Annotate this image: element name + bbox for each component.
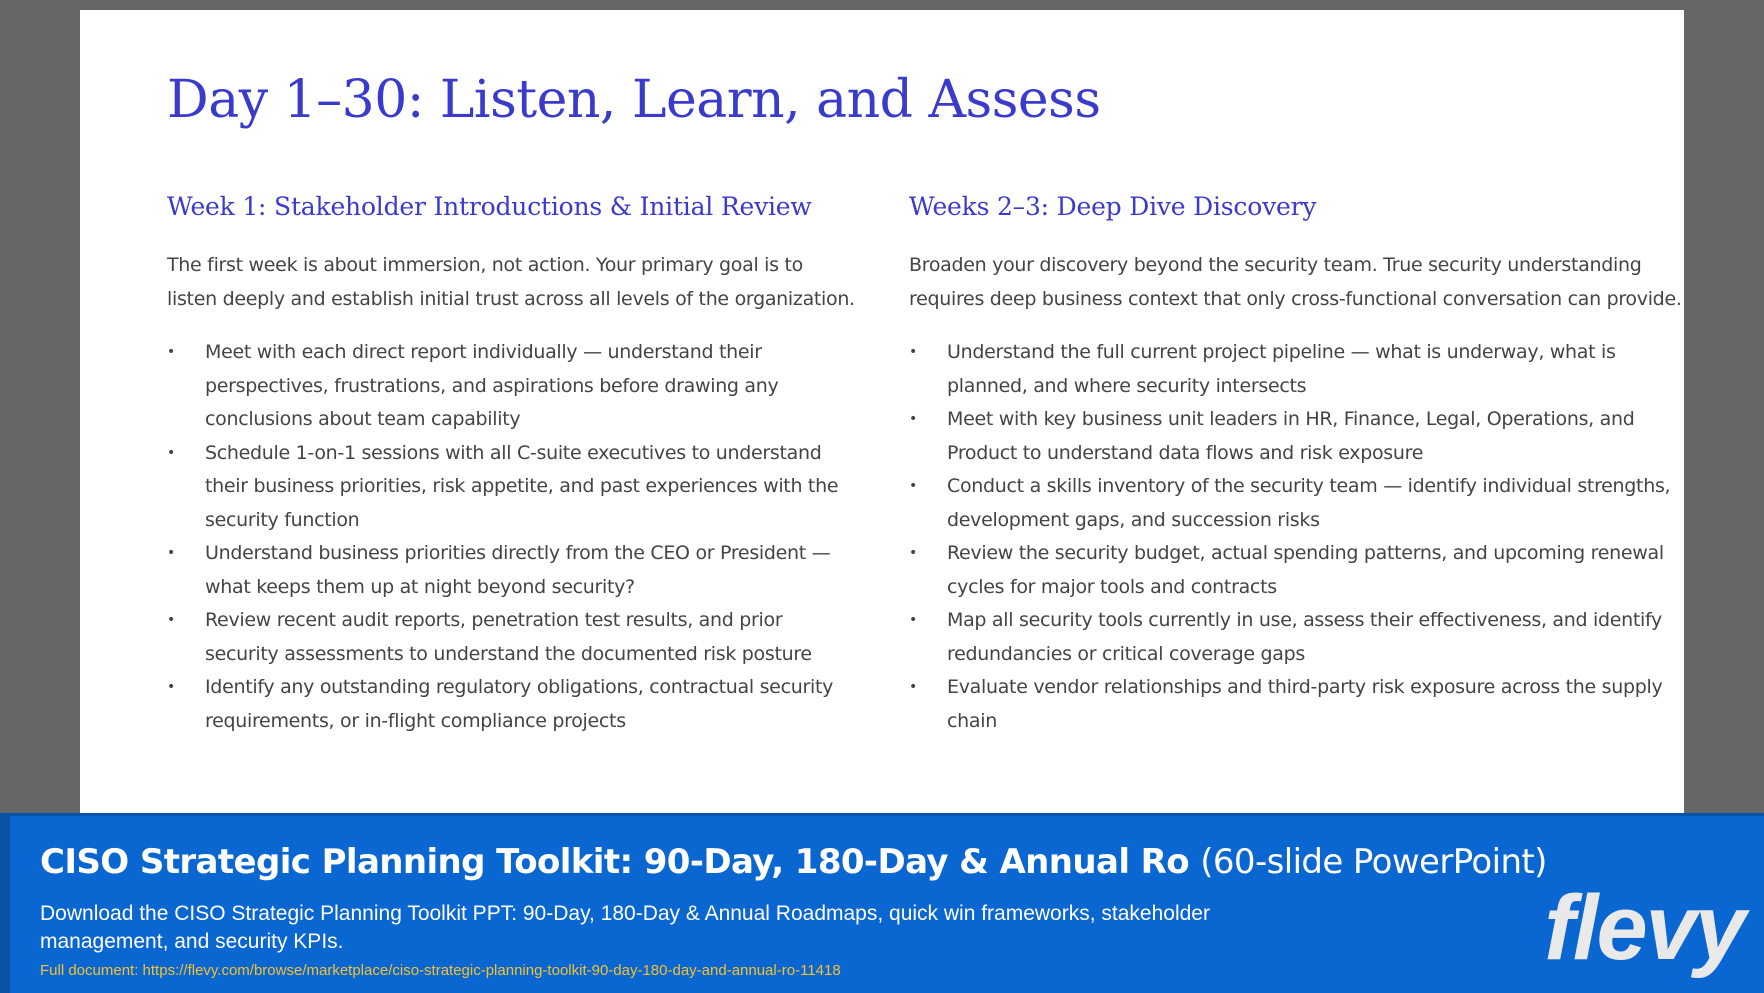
left-column — [167, 190, 857, 738]
slide-title: Day 1–30: Listen, Learn, and Assess — [167, 70, 1101, 130]
bullet-icon: • — [909, 478, 917, 494]
bullet-icon: • — [167, 344, 175, 360]
right-column — [909, 190, 1684, 738]
bullet-icon: • — [909, 344, 917, 360]
bullet-icon: • — [909, 679, 917, 695]
right-bullet-list — [909, 336, 1684, 738]
left-bullet-list — [167, 336, 857, 738]
list-item: • Meet with each direct report individually — understand their perspectives, frustrations, and aspirations before drawing any conclusions about team capability — [167, 336, 857, 437]
list-item: • Conduct a skills inventory of the security team — identify individual strengths, development gaps, and succession risks — [909, 470, 1684, 537]
bullet-icon: • — [909, 411, 917, 427]
list-item: • Review the security budget, actual spending patterns, and upcoming renewal cycles for major tools and contracts — [909, 537, 1684, 604]
bullet-icon: • — [167, 545, 175, 561]
right-intro: Broaden your discovery beyond the security team. True security understanding requires deep business context that only cross-functional conversation can provide. — [909, 254, 1682, 310]
right-heading: Weeks 2–3: Deep Dive Discovery — [909, 192, 1317, 221]
bullet-icon: • — [167, 612, 175, 628]
list-item: • Understand the full current project pipeline — what is underway, what is planned, and where security intersects — [909, 336, 1684, 403]
list-item: • Understand business priorities directly from the CEO or President — what keeps them up at night beyond security? — [167, 537, 857, 604]
list-item: • Review recent audit reports, penetration test results, and prior security assessments to understand the documented risk posture — [167, 604, 857, 671]
list-item: • Schedule 1-on-1 sessions with all C-suite executives to understand their business priorities, risk appetite, and past experiences with the security function — [167, 437, 857, 538]
banner-edge — [0, 816, 10, 993]
list-item: • Identify any outstanding regulatory obligations, contractual security requirements, or in-flight compliance projects — [167, 671, 857, 738]
promo-banner — [0, 813, 1764, 993]
document-link[interactable]: Full document: https://flevy.com/browse/marketplace/ciso-strategic-planning-toolkit-90-day-180-day-and-annual-ro-11418 — [40, 962, 841, 979]
banner-title[interactable]: CISO Strategic Planning Toolkit: 90-Day, 180-Day & Annual Ro (60-slide PowerPoint) — [40, 842, 1547, 882]
banner-subtitle: (60-slide PowerPoint) — [1200, 842, 1547, 882]
left-heading: Week 1: Stakeholder Introductions & Initial Review — [167, 192, 812, 221]
list-item: • Meet with key business unit leaders in HR, Finance, Legal, Operations, and Product to understand data flows and risk exposure — [909, 403, 1684, 470]
slide — [80, 10, 1684, 813]
list-item: • Evaluate vendor relationships and third-party risk exposure across the supply chain — [909, 671, 1684, 738]
list-item: • Map all security tools currently in use, assess their effectiveness, and identify redundancies or critical coverage gaps — [909, 604, 1684, 671]
left-intro: The first week is about immersion, not action. Your primary goal is to listen deeply and establish initial trust across all levels of the organization. — [167, 254, 855, 310]
bullet-icon: • — [167, 679, 175, 695]
banner-description: Download the CISO Strategic Planning Toolkit PPT: 90-Day, 180-Day & Annual Roadmaps, quick win frameworks, stakeholder management, and security KPIs. — [40, 902, 1210, 953]
bullet-icon: • — [909, 545, 917, 561]
flevy-logo[interactable]: flevy — [1544, 877, 1744, 979]
bullet-icon: • — [909, 612, 917, 628]
bullet-icon: • — [167, 444, 175, 461]
